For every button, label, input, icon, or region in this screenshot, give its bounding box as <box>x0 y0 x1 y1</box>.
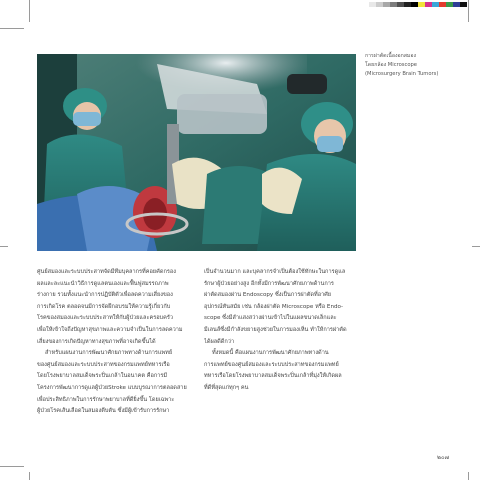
caption-line: โดยกล้อง Microscope <box>365 62 417 68</box>
body-line: โครงการพัฒนาการดูแลผู้ป่วยStroke แบบบูรณาการตลอดสาย <box>37 384 187 391</box>
body-line: ได้ผลดีดีกว่า <box>204 338 235 345</box>
color-swatch <box>460 2 467 7</box>
crop-mark <box>29 0 30 22</box>
body-line: สำหรับแผนงานการพัฒนาศักยภาพทางด้านการแพทย์ <box>45 350 173 357</box>
color-swatch <box>418 2 425 7</box>
body-line: การแพทย์ของศูนย์สมองและระบบประสาทของกรมแพทย์ <box>204 361 339 368</box>
color-swatch <box>446 2 453 7</box>
body-line: โดยโรงพยาบาลสมเด็จพระปิ่นเกล้าในอนาคต คือการมี <box>37 373 168 380</box>
photo-caption <box>365 52 465 79</box>
body-line: ของศูนย์สมองและระบบประสาทของกรมแพทย์ทหารเรือ <box>37 361 170 368</box>
body-line: ทหารเรือโดยโรงพยาบาลสมเด็จพระปิ่นเกล้าที่มุ่งให้เกิดผล <box>204 373 342 380</box>
body-line: เป็นจำนวนมาก และบุคลากรจำเป็นต้องใช้ทักษะในการดูแล <box>204 269 346 275</box>
body-line: ร่างกาย รวมทั้งแนะนำการปฏิบัติตัวเพื่อลดความเสี่ยงของ <box>37 292 173 299</box>
body-line: ทั้งหมดนี้ คือแผนงานการพัฒนาศักยภาพทางด้าน <box>212 350 329 357</box>
body-line: โรคของสมองและระบบประสาทให้กับผู้ป่วยและครอบครัว <box>37 315 173 322</box>
surgery-photo <box>37 54 356 251</box>
crop-mark <box>0 28 24 29</box>
body-line: ที่ดีที่สุดแก่ทุกๆ คน <box>204 384 249 391</box>
body-line: เพื่อประสิทธิภาพในการรักษาพยาบาลที่ดียิ่งขึ้น โดยเฉพาะ <box>37 396 175 403</box>
body-line: อุปกรณ์ทันสมัย เช่น กล้องผ่าตัด Microscope หรือ Endo- <box>204 303 344 310</box>
color-swatch <box>362 2 369 7</box>
body-line: เพื่อให้เข้าใจถึงปัญหาสุขภาพและความจำเป็นในการลดความ <box>37 326 183 333</box>
color-swatch <box>425 2 432 7</box>
color-swatch <box>383 2 390 7</box>
color-swatch <box>453 2 460 7</box>
caption-line: (Microsurgery Brain Tumors) <box>365 71 439 77</box>
body-column-right <box>204 267 355 395</box>
crop-mark <box>468 0 469 22</box>
color-swatch <box>411 2 418 7</box>
color-swatch <box>376 2 383 7</box>
crop-mark <box>468 472 469 480</box>
color-swatch <box>432 2 439 7</box>
body-column-left <box>37 267 188 418</box>
crop-mark <box>0 246 8 247</box>
color-swatch <box>439 2 446 7</box>
page-number: ๒๐๗ <box>437 454 450 461</box>
body-line: การเกิดโรค ตลอดจนมีการจัดฝึกอบรมให้ความรู้เกี่ยวกับ <box>37 303 171 310</box>
body-line: ผ่าตัดสมองผ่าน Endoscopy ซึ่งเป็นการผ่าตัดที่อาศัย <box>204 292 332 299</box>
body-line: มีเลนส์ซึ่งมีกำลังขยายสูงช่วยในการมองเห็น ทำให้การผ่าตัด <box>204 326 347 333</box>
body-line: รักษาผู้ป่วยอย่างสูง อีกทั้งมีการพัฒนาศักยภาพด้านการ <box>204 280 334 287</box>
color-swatch <box>397 2 404 7</box>
caption-line: การผ่าตัดเนื้องอกสมอง <box>365 53 416 59</box>
color-swatch <box>404 2 411 7</box>
body-line: scope ซึ่งมีลำแสงสว่างผ่านเข้าไปในแผลขนาดเล็กและ <box>204 315 337 322</box>
body-line: ผลและละแนะนำวิธีการดูแลตนเองและฟื้นฟูสมรรถภาพ <box>37 280 169 287</box>
color-swatch <box>390 2 397 7</box>
surgery-photo-illustration <box>37 54 356 251</box>
color-swatch <box>369 2 376 7</box>
body-line: ผู้ป่วยโรคเส้นเลือดในสมองตีบตัน ซึ่งมีผู้เข้ารับการรักษา <box>37 408 170 415</box>
crop-mark <box>472 246 480 247</box>
body-line: ศูนย์สมองและระบบประสาทจัดมีทีมบุคลากรที่คอยคัดกรอง <box>37 269 176 275</box>
body-line: เสี่ยงของการเกิดปัญหาทางสุขภาพที่อาจเกิดขึ้นได้ <box>37 338 156 345</box>
crop-mark <box>0 466 24 467</box>
color-registration-bar <box>362 2 467 7</box>
crop-mark <box>29 472 30 480</box>
